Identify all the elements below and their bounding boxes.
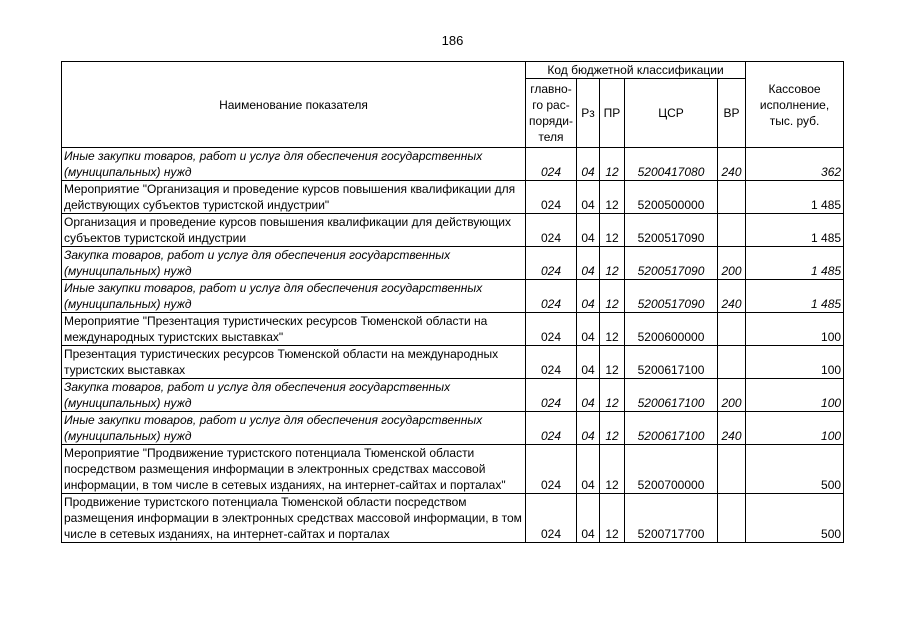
cell-pr: 12 bbox=[600, 280, 625, 313]
cell-vr bbox=[718, 494, 746, 543]
cell-rz: 04 bbox=[577, 445, 600, 494]
cell-csr: 5200700000 bbox=[625, 445, 718, 494]
cell-vr: 240 bbox=[718, 280, 746, 313]
cell-rz: 04 bbox=[577, 412, 600, 445]
cell-glav: 024 bbox=[526, 313, 577, 346]
cell-csr: 5200500000 bbox=[625, 181, 718, 214]
cell-rz: 04 bbox=[577, 379, 600, 412]
cell-amount: 100 bbox=[746, 379, 844, 412]
table-row bbox=[62, 247, 844, 280]
cell-rz: 04 bbox=[577, 214, 600, 247]
cell-glav: 024 bbox=[526, 412, 577, 445]
cell-csr: 5200617100 bbox=[625, 346, 718, 379]
cell-name: Закупка товаров, работ и услуг для обеспечения государственных (муниципальных) нужд bbox=[62, 379, 526, 412]
cell-csr: 5200517090 bbox=[625, 280, 718, 313]
table-row bbox=[62, 379, 844, 412]
cell-pr: 12 bbox=[600, 346, 625, 379]
cell-pr: 12 bbox=[600, 148, 625, 181]
table-row bbox=[62, 280, 844, 313]
cell-csr: 5200600000 bbox=[625, 313, 718, 346]
cell-vr bbox=[718, 346, 746, 379]
cell-vr bbox=[718, 181, 746, 214]
cell-name: Иные закупки товаров, работ и услуг для обеспечения государственных (муниципальных) нужд bbox=[62, 148, 526, 181]
cell-pr: 12 bbox=[600, 494, 625, 543]
cell-amount: 1 485 bbox=[746, 280, 844, 313]
header-glav: главно-го рас-поряди-теля bbox=[526, 79, 577, 148]
budget-table bbox=[61, 61, 844, 543]
cell-rz: 04 bbox=[577, 346, 600, 379]
cell-glav: 024 bbox=[526, 247, 577, 280]
cell-name: Мероприятие "Презентация туристических ресурсов Тюменской области на международных туристских выставках" bbox=[62, 313, 526, 346]
cell-vr: 240 bbox=[718, 148, 746, 181]
table-row bbox=[62, 412, 844, 445]
cell-glav: 024 bbox=[526, 214, 577, 247]
header-vr: ВР bbox=[718, 79, 746, 148]
cell-pr: 12 bbox=[600, 247, 625, 280]
header-csr: ЦСР bbox=[625, 79, 718, 148]
table-row bbox=[62, 181, 844, 214]
cell-amount: 362 bbox=[746, 148, 844, 181]
cell-amount: 1 485 bbox=[746, 247, 844, 280]
cell-csr: 5200617100 bbox=[625, 379, 718, 412]
cell-csr: 5200417080 bbox=[625, 148, 718, 181]
cell-amount: 100 bbox=[746, 412, 844, 445]
cell-name: Закупка товаров, работ и услуг для обеспечения государственных (муниципальных) нужд bbox=[62, 247, 526, 280]
cell-glav: 024 bbox=[526, 379, 577, 412]
cell-csr: 5200717700 bbox=[625, 494, 718, 543]
cell-name: Мероприятие "Продвижение туристского потенциала Тюменской области посредством размещения информации в электронных средствах массовой информации, в том числе в сетевых изданиях, на интернет-сайтах и порталах" bbox=[62, 445, 526, 494]
table-row bbox=[62, 494, 844, 543]
cell-name: Иные закупки товаров, работ и услуг для обеспечения государственных (муниципальных) нужд bbox=[62, 280, 526, 313]
cell-amount: 100 bbox=[746, 313, 844, 346]
table-row bbox=[62, 214, 844, 247]
cell-pr: 12 bbox=[600, 379, 625, 412]
table-row bbox=[62, 445, 844, 494]
cell-pr: 12 bbox=[600, 313, 625, 346]
header-amount: Кассовое исполнение, тыс. руб. bbox=[746, 62, 844, 148]
header-classification-group: Код бюджетной классификации bbox=[526, 62, 746, 79]
table-row bbox=[62, 313, 844, 346]
cell-rz: 04 bbox=[577, 148, 600, 181]
cell-csr: 5200517090 bbox=[625, 214, 718, 247]
cell-vr bbox=[718, 214, 746, 247]
cell-pr: 12 bbox=[600, 214, 625, 247]
cell-csr: 5200617100 bbox=[625, 412, 718, 445]
cell-amount: 1 485 bbox=[746, 181, 844, 214]
page-number: 186 bbox=[441, 33, 464, 48]
table-row bbox=[62, 346, 844, 379]
table-body bbox=[62, 148, 844, 543]
cell-glav: 024 bbox=[526, 494, 577, 543]
cell-rz: 04 bbox=[577, 280, 600, 313]
cell-pr: 12 bbox=[600, 412, 625, 445]
cell-pr: 12 bbox=[600, 181, 625, 214]
table-row bbox=[62, 148, 844, 181]
cell-amount: 500 bbox=[746, 494, 844, 543]
cell-rz: 04 bbox=[577, 181, 600, 214]
cell-glav: 024 bbox=[526, 181, 577, 214]
cell-rz: 04 bbox=[577, 313, 600, 346]
cell-glav: 024 bbox=[526, 148, 577, 181]
cell-amount: 1 485 bbox=[746, 214, 844, 247]
cell-name: Мероприятие "Организация и проведение курсов повышения квалификации для действующих субъектов туристской индустрии" bbox=[62, 181, 526, 214]
cell-pr: 12 bbox=[600, 445, 625, 494]
cell-csr: 5200517090 bbox=[625, 247, 718, 280]
cell-amount: 500 bbox=[746, 445, 844, 494]
cell-name: Презентация туристических ресурсов Тюменской области на международных туристских выставках bbox=[62, 346, 526, 379]
cell-amount: 100 bbox=[746, 346, 844, 379]
cell-name: Иные закупки товаров, работ и услуг для обеспечения государственных (муниципальных) нужд bbox=[62, 412, 526, 445]
cell-vr bbox=[718, 445, 746, 494]
cell-rz: 04 bbox=[577, 494, 600, 543]
cell-vr: 200 bbox=[718, 379, 746, 412]
header-rz: Рз bbox=[577, 79, 600, 148]
cell-name: Организация и проведение курсов повышения квалификации для действующих субъектов туристской индустрии bbox=[62, 214, 526, 247]
header-pr: ПР bbox=[600, 79, 625, 148]
cell-vr bbox=[718, 313, 746, 346]
cell-vr: 240 bbox=[718, 412, 746, 445]
cell-name: Продвижение туристского потенциала Тюменской области посредством размещения информации в электронных средствах массовой информации, в том числе в сетевых изданиях, на интернет-сайтах и порталах bbox=[62, 494, 526, 543]
cell-glav: 024 bbox=[526, 280, 577, 313]
cell-vr: 200 bbox=[718, 247, 746, 280]
cell-rz: 04 bbox=[577, 247, 600, 280]
header-name: Наименование показателя bbox=[62, 62, 526, 148]
cell-glav: 024 bbox=[526, 346, 577, 379]
cell-glav: 024 bbox=[526, 445, 577, 494]
